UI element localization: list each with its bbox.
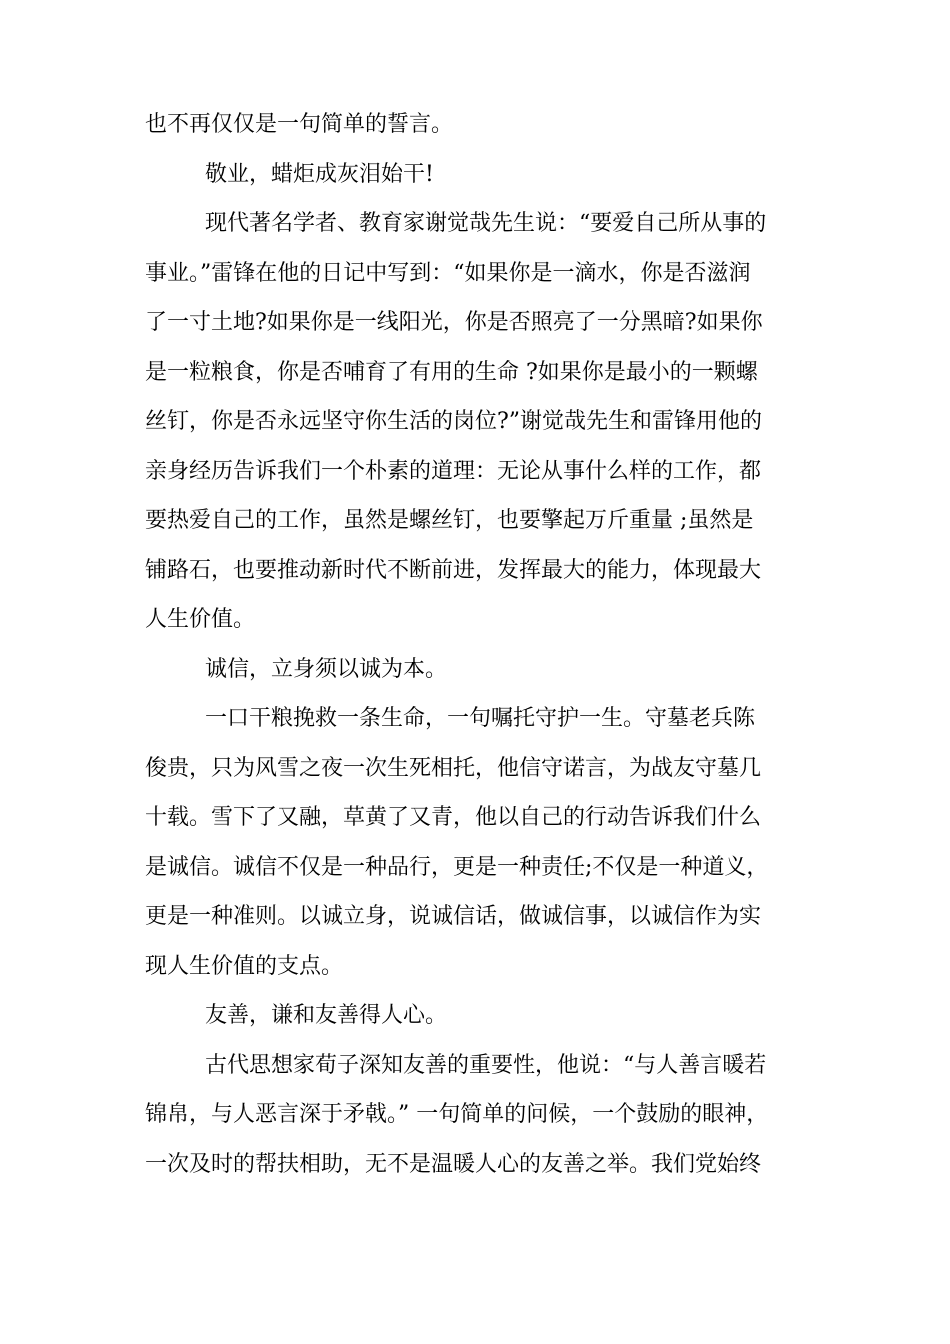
text-line: 是一粒粮食，你是否哺育了有用的生命 ?如果你是最小的一颗螺 — [145, 359, 758, 385]
heading-line-dedication: 敬业，蜡炬成灰泪始干! — [205, 161, 434, 187]
text-line: 事业。”雷锋在他的日记中写到：“如果你是一滴水，你是否滋润 — [145, 260, 751, 286]
text-line: 丝钉，你是否永远坚守你生活的岗位?”谢觉哉先生和雷锋用他的 — [145, 409, 763, 434]
text-line: 了一寸土地?如果你是一线阳光，你是否照亮了一分黑暗?如果你 — [145, 310, 763, 335]
text-line: 现人生价值的支点。 — [145, 953, 344, 979]
text-line: 一次及时的帮扶相助，无不是温暖人心的友善之举。我们党始终 — [145, 1151, 762, 1177]
text-line: 现代著名学者、教育家谢觉哉先生说：“要爱自己所从事的 — [205, 211, 767, 236]
text-line: 俊贵，只为风雪之夜一次生死相托，他信守诺言，为战友守墓几 — [145, 755, 762, 781]
text-line: 要热爱自己的工作，虽然是螺丝钉，也要擎起万斤重量 ;虽然是 — [145, 508, 754, 533]
text-line: 也不再仅仅是一句简单的誓言。 — [145, 112, 454, 137]
text-line: 是诚信。诚信不仅是一种品行，更是一种责任;不仅是一种道义， — [145, 854, 769, 880]
heading-line-friendliness: 友善，谦和友善得人心。 — [205, 1003, 448, 1028]
document-page — [145, 100, 817, 1189]
text-line: 古代思想家荀子深知友善的重要性，他说：“与人善言暖若 — [205, 1052, 767, 1078]
text-line: 更是一种准则。以诚立身，说诚信话，做诚信事，以诚信作为实 — [145, 904, 762, 929]
text-line: 锦帛，与人恶言深于矛戟。” 一句简单的问候，一个鼓励的眼神， — [145, 1102, 769, 1127]
text-line: 一口干粮挽救一条生命，一句嘱托守护一生。守墓老兵陈 — [205, 706, 756, 731]
text-line: 亲身经历告诉我们一个朴素的道理：无论从事什么样的工作，都 — [145, 458, 762, 484]
text-line: 铺路石，也要推动新时代不断前进，发挥最大的能力，体现最大 — [145, 557, 762, 583]
heading-line-integrity: 诚信，立身须以诚为本。 — [205, 656, 448, 682]
text-line: 人生价值。 — [145, 607, 256, 632]
text-line: 十载。雪下了又融，草黄了又青，他以自己的行动告诉我们什么 — [145, 805, 762, 830]
